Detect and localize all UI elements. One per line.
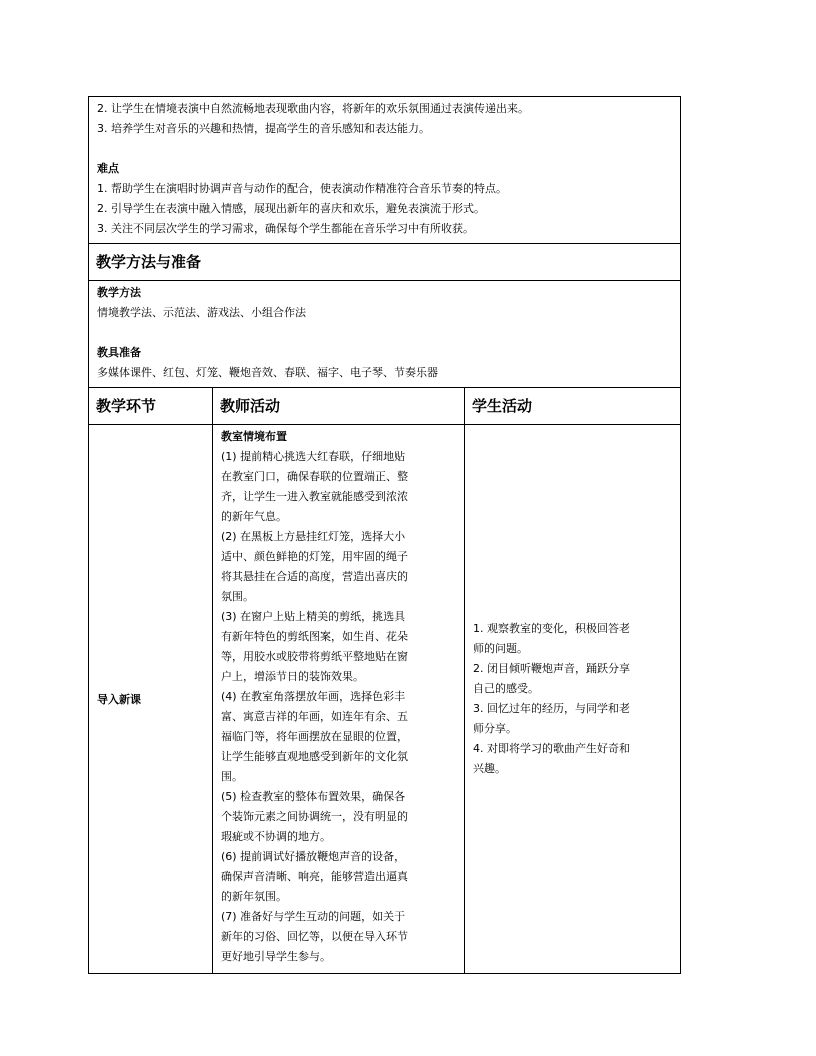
stage-cell	[89, 425, 213, 974]
tools-text: 多媒体课件、红包、灯笼、鞭炮音效、春联、福字、电子琴、节奏乐器	[97, 366, 438, 379]
teacher-activity-line: 让学生能够直观地感受到新年的文化氛	[221, 750, 408, 763]
col-header-teacher	[213, 388, 465, 425]
teacher-activity-line: (3) 在窗户上贴上精美的剪纸，挑选具	[221, 610, 406, 623]
teacher-activity-line: 确保声音清晰、响亮，能够营造出逼真	[221, 870, 408, 883]
student-activity-line: 3. 回忆过年的经历，与同学和老	[473, 702, 630, 715]
teacher-activity-line: 的新年氛围。	[221, 890, 287, 903]
methods-header-cell	[89, 244, 681, 281]
teacher-activity-line: 户上，增添节日的装饰效果。	[221, 670, 364, 683]
teacher-activity-line: (1) 提前精心挑选大红春联，仔细地贴	[221, 450, 406, 463]
objectives-difficulty-cell	[89, 97, 681, 244]
student-activity-line: 1. 观察教室的变化，积极回答老	[473, 622, 630, 635]
col-header-teacher-label: 教师活动	[220, 397, 281, 415]
difficulty-item-3: 3. 关注不同层次学生的学习需求，确保每个学生都能在音乐学习中有所收获。	[97, 222, 474, 235]
student-activity-line: 2. 闭目倾听鞭炮声音，踊跃分享	[473, 662, 630, 675]
methods-title: 教学方法	[97, 286, 141, 299]
teacher-activity-line: 齐，让学生一进入教室就能感受到浓浓	[221, 490, 408, 503]
student-activity-line: 兴趣。	[473, 762, 506, 775]
difficulty-title: 难点	[97, 162, 119, 175]
teacher-activity-line: (5) 检查教室的整体布置效果，确保各	[221, 790, 406, 803]
col-header-stage	[89, 388, 213, 425]
methods-text: 情境教学法、示范法、游戏法、小组合作法	[97, 306, 306, 319]
teacher-activity-line: 将其悬挂在合适的高度，营造出喜庆的	[221, 570, 408, 583]
teacher-activity-line: (7) 准备好与学生互动的问题，如关于	[221, 910, 406, 923]
teacher-activity-line: (4) 在教室角落摆放年画，选择色彩丰	[221, 690, 406, 703]
student-activity-line: 自己的感受。	[473, 682, 539, 695]
col-header-student-label: 学生活动	[472, 397, 533, 415]
section-heading: 教学方法与准备	[96, 253, 202, 271]
col-header-student	[465, 388, 681, 425]
teacher-activity-line: 等，用胶水或胶带将剪纸平整地贴在窗	[221, 650, 408, 663]
teacher-activity-line: 围。	[221, 770, 243, 783]
col-header-stage-label: 教学环节	[96, 397, 157, 415]
tools-title: 教具准备	[97, 346, 141, 359]
student-activity-line: 师的问题。	[473, 642, 528, 655]
teacher-activity-line: 氛围。	[221, 590, 254, 603]
teacher-activity-line: 适中、颜色鲜艳的灯笼，用牢固的绳子	[221, 550, 408, 563]
objective-item-3: 3. 培养学生对音乐的兴趣和热情，提高学生的音乐感知和表达能力。	[97, 122, 430, 135]
difficulty-item-2: 2. 引导学生在表演中融入情感，展现出新年的喜庆和欢乐，避免表演流于形式。	[97, 202, 485, 215]
student-activity-line: 4. 对即将学习的歌曲产生好奇和	[473, 742, 630, 755]
methods-content-cell	[89, 281, 681, 388]
teacher-activity-line: 在教室门口，确保春联的位置端正、整	[221, 470, 408, 483]
teacher-activity-line: 富、寓意吉祥的年画，如连年有余、五	[221, 710, 408, 723]
document-page	[88, 96, 680, 974]
student-activity-line: 师分享。	[473, 722, 517, 735]
teacher-activity-line: (6) 提前调试好播放鞭炮声音的设备，	[221, 850, 406, 863]
teacher-activity-line: 个装饰元素之间协调统一，没有明显的	[221, 810, 408, 823]
teacher-activity-line: 瑕疵或不协调的地方。	[221, 830, 331, 843]
teacher-activity-line: 更好地引导学生参与。	[221, 950, 331, 963]
teacher-activity-title: 教室情境布置	[221, 430, 287, 443]
objective-item-2: 2. 让学生在情境表演中自然流畅地表现歌曲内容，将新年的欢乐氛围通过表演传递出来。	[97, 102, 529, 115]
student-activity-cell	[465, 425, 681, 974]
teacher-activity-line: 福临门等，将年画摆放在显眼的位置，	[221, 730, 408, 743]
teacher-activity-line: 的新年气息。	[221, 510, 287, 523]
difficulty-item-1: 1. 帮助学生在演唱时协调声音与动作的配合，使表演动作精准符合音乐节奏的特点。	[97, 182, 507, 195]
lesson-plan-table	[88, 96, 681, 974]
teacher-activity-line: 新年的习俗、回忆等，以便在导入环节	[221, 930, 408, 943]
teacher-activity-cell	[213, 425, 465, 974]
teacher-activity-line: 有新年特色的剪纸图案，如生肖、花朵	[221, 630, 408, 643]
stage-name: 导入新课	[97, 693, 141, 706]
teacher-activity-line: (2) 在黑板上方悬挂红灯笼，选择大小	[221, 530, 406, 543]
